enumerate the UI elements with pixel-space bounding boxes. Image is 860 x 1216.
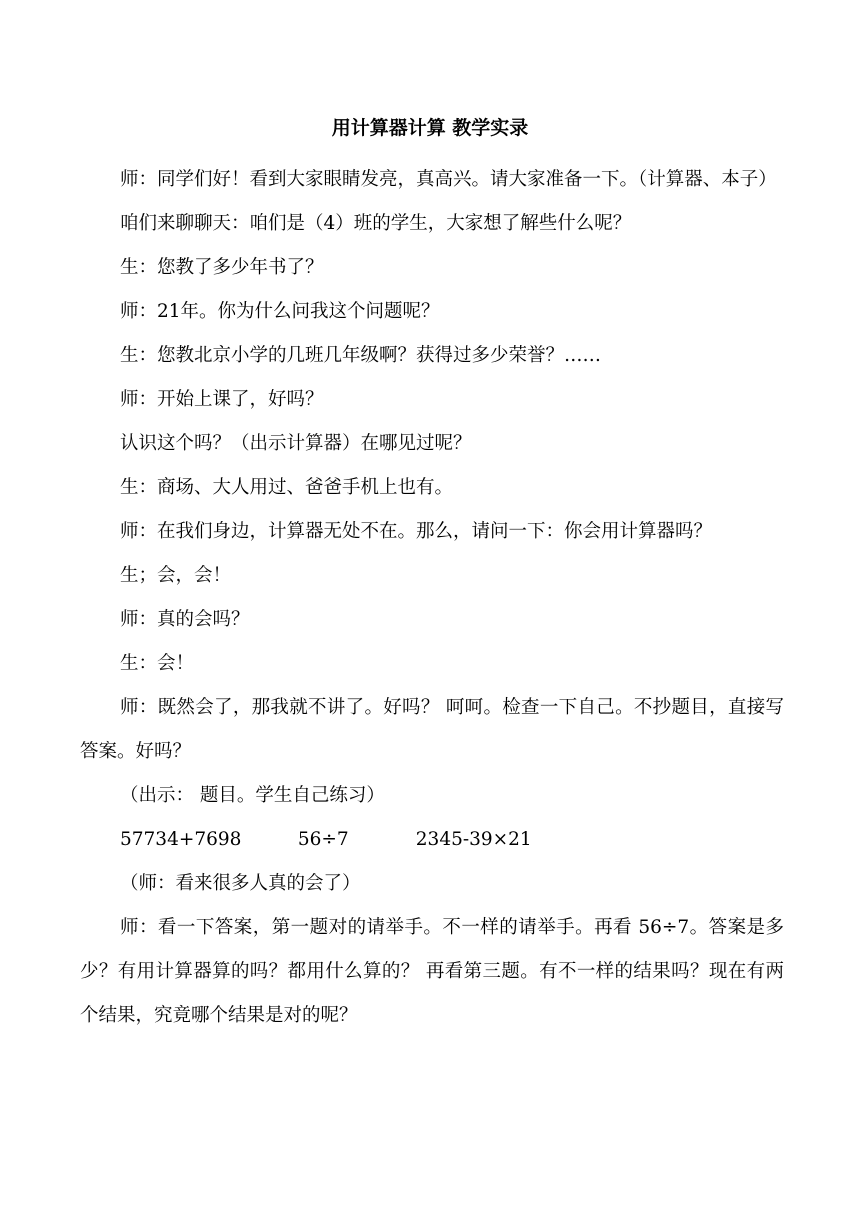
paragraph-10: 生；会，会！ [120, 565, 232, 586]
paragraph-6: 师：开始上课了，好吗？ [120, 389, 324, 410]
paragraph-12: 生：会！ [120, 653, 195, 674]
paragraph-7: 认识这个吗？（出示计算器）在哪见过呢？ [120, 433, 472, 454]
paragraph-15: （师：看来很多人真的会了） [120, 873, 361, 894]
paragraph-4: 师：21年。你为什么问我这个问题呢？ [120, 301, 440, 322]
paragraph-1: 师：同学们好！看到大家眼睛发亮，真高兴。请大家准备一下。（计算器、本子） [120, 169, 777, 190]
document-title: 用计算器计算 教学实录 [331, 117, 529, 139]
paragraph-9: 师：在我们身边，计算器无处不在。那么，请问一下：你会用计算器吗？ [120, 521, 713, 542]
document-body [80, 158, 784, 1038]
paragraph-11: 师：真的会吗？ [120, 609, 250, 630]
paragraph-3: 生：您教了多少年书了？ [120, 257, 324, 278]
formula-1: 57734+7698 [120, 829, 242, 850]
formula-3: 2345-39×21 [415, 829, 532, 850]
formula-2: 56÷7 [297, 829, 349, 850]
paragraph-14: （出示： 题目。学生自己练习） [120, 785, 385, 806]
paragraph-13: 师：既然会了，那我就不讲了。好吗？ 呵呵。检查一下自己。不抄题目，直接写答案。好吗？ [80, 697, 784, 762]
paragraph-8: 生：商场、大人用过、爸爸手机上也有。 [120, 477, 454, 498]
paragraph-5: 生：您教北京小学的几班几年级啊？获得过多少荣誉？…… [120, 345, 602, 366]
paragraph-2: 咱们来聊聊天：咱们是（4）班的学生，大家想了解些什么呢？ [120, 213, 632, 234]
paragraph-16: 师：看一下答案，第一题对的请举手。不一样的请举手。再看 56÷7。答案是多少？有用计算器算的吗？都用什么算的？ 再看第三题。有不一样的结果吗？现在有两个结果，究竟哪个结果是对的呢？ [80, 917, 784, 1026]
formula-row [80, 818, 784, 862]
